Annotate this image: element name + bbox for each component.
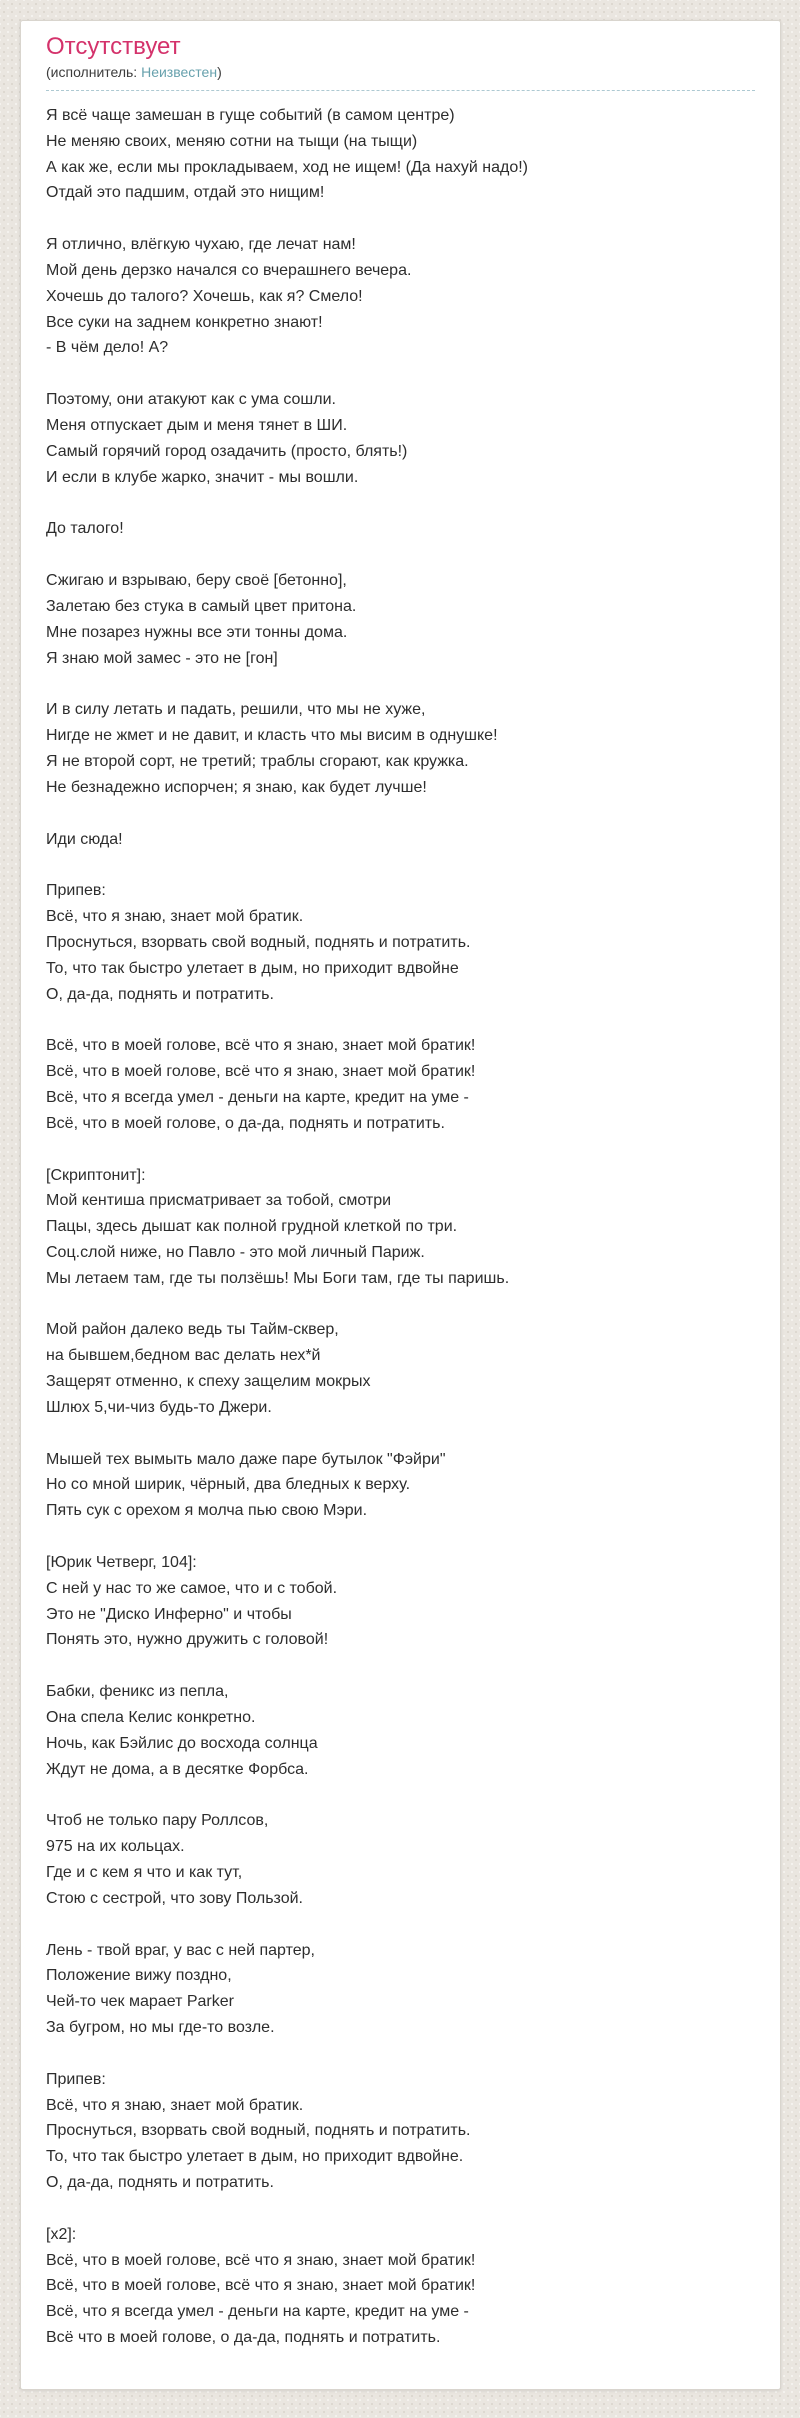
lyrics-stanza: Припев: Всё, что я знаю, знает мой братик. Проснуться, взорвать свой водный, поднять и потратить. То, что так быстро улетает в дым, но приходит вдвойне. О, да-да, поднять и потратить. — [46, 2070, 471, 2191]
lyrics-stanza: Чтоб не только пару Роллсов, 975 на их кольцах. Где и с кем я что и как тут, Стою с сестрой, что зову Пользой. — [46, 1812, 303, 1907]
artist-line — [46, 63, 755, 91]
lyrics-stanza: Я всё чаще замешан в гуще событий (в самом центре) Не меняю своих, меняю сотни на тыщи (на тыщи) А как же, если мы прокладываем, ход не ищем! (Да нахуй надо!) Отдай это падшим, отдай это нищим! — [46, 107, 528, 202]
lyrics-stanza: До талого! — [46, 520, 124, 538]
lyrics-stanza: Сжигаю и взрываю, беру своё [бетонно], Залетаю без стука в самый цвет притона. Мне позарез нужны все эти тонны дома. Я знаю мой замес - это не [гон] — [46, 572, 357, 667]
artist-link[interactable]: Неизвестен — [141, 64, 218, 80]
lyrics-stanza: Припев: Всё, что я знаю, знает мой братик. Проснуться, взорвать свой водный, поднять и потратить. То, что так быстро улетает в дым, но приходит вдвойне О, да-да, поднять и потратить. — [46, 882, 471, 1003]
artist-suffix: ) — [217, 64, 222, 80]
lyrics-stanza: Лень - твой враг, у вас с ней партер, Положение вижу поздно, Чей-то чек марает Parker За бугром, но мы где-то возле. — [46, 1941, 315, 2037]
page-title: Отсутствует — [46, 33, 181, 60]
lyrics-card — [20, 20, 781, 2390]
artist-label: (исполнитель: — [46, 64, 138, 80]
lyrics-stanza: Мой район далеко ведь ты Тайм-сквер, на бывшем,бедном вас делать нех*й Защерят отменно, к спеху защелим мокрых Шлюх 5,чи-чиз будь-то Джери. — [46, 1321, 371, 1416]
lyrics-stanza: Бабки, феникс из пепла, Она спела Келис конкретно. Ночь, как Бэйлис до восхода солнца Ждут не дома, а в десятке Форбса. — [46, 1683, 318, 1778]
lyrics-stanza: Мышей тех вымыть мало даже паре бутылок "Фэйри" Но со мной ширик, чёрный, два бледных к верху. Пять сук с орехом я молча пью свою Мэри. — [46, 1450, 446, 1520]
lyrics-stanza: [Скриптонит]: Мой кентиша присматривает за тобой, смотри Пацы, здесь дышат как полной грудной клеткой по три. Соц.слой ниже, но Павло - это мой личный Париж. Мы летаем там, где ты ползёшь! Мы Боги там, где ты паришь. — [46, 1166, 510, 1287]
page-background — [0, 20, 800, 2418]
lyrics-stanza: Иди сюда! — [46, 830, 123, 848]
lyrics — [46, 103, 755, 2351]
lyrics-stanza: [x2]: Всё, что в моей голове, всё что я знаю, знает мой братик! Всё, что в моей голове, всё что я знаю, знает мой братик! Всё, что я всегда умел - деньги на карте, кредит на уме - Всё что в моей голове, о да-да, поднять и потратить. — [46, 2225, 476, 2346]
lyrics-stanza: Я отлично, влёгкую чухаю, где лечат нам! Мой день дерзко начался со вчерашнего вечера. Хочешь до талого? Хочешь, как я? Смело! Все суки на заднем конкретно знают! - В чём дело! А? — [46, 236, 412, 357]
lyrics-stanza: Всё, что в моей голове, всё что я знаю, знает мой братик! Всё, что в моей голове, всё что я знаю, знает мой братик! Всё, что я всегда умел - деньги на карте, кредит на уме - Всё, что в моей голове, о да-да, поднять и потратить. — [46, 1037, 476, 1132]
lyrics-stanza: [Юрик Четверг, 104]: С ней у нас то же самое, что и с тобой. Это не "Диско Инферно" и чтобы Понять это, нужно дружить с головой! — [46, 1554, 338, 1649]
lyrics-stanza: Поэтому, они атакуют как с ума сошли. Меня отпускает дым и меня тянет в ШИ. Самый горячий город озадачить (просто, блять!) И если в клубе жарко, значит - мы вошли. — [46, 391, 408, 486]
lyrics-stanza: И в силу летать и падать, решили, что мы не хуже, Нигде не жмет и не давит, и класть что мы висим в однушке! Я не второй сорт, не третий; траблы сгорают, как кружка. Не безнадежно испорчен; я знаю, как будет лучше! — [46, 701, 498, 796]
